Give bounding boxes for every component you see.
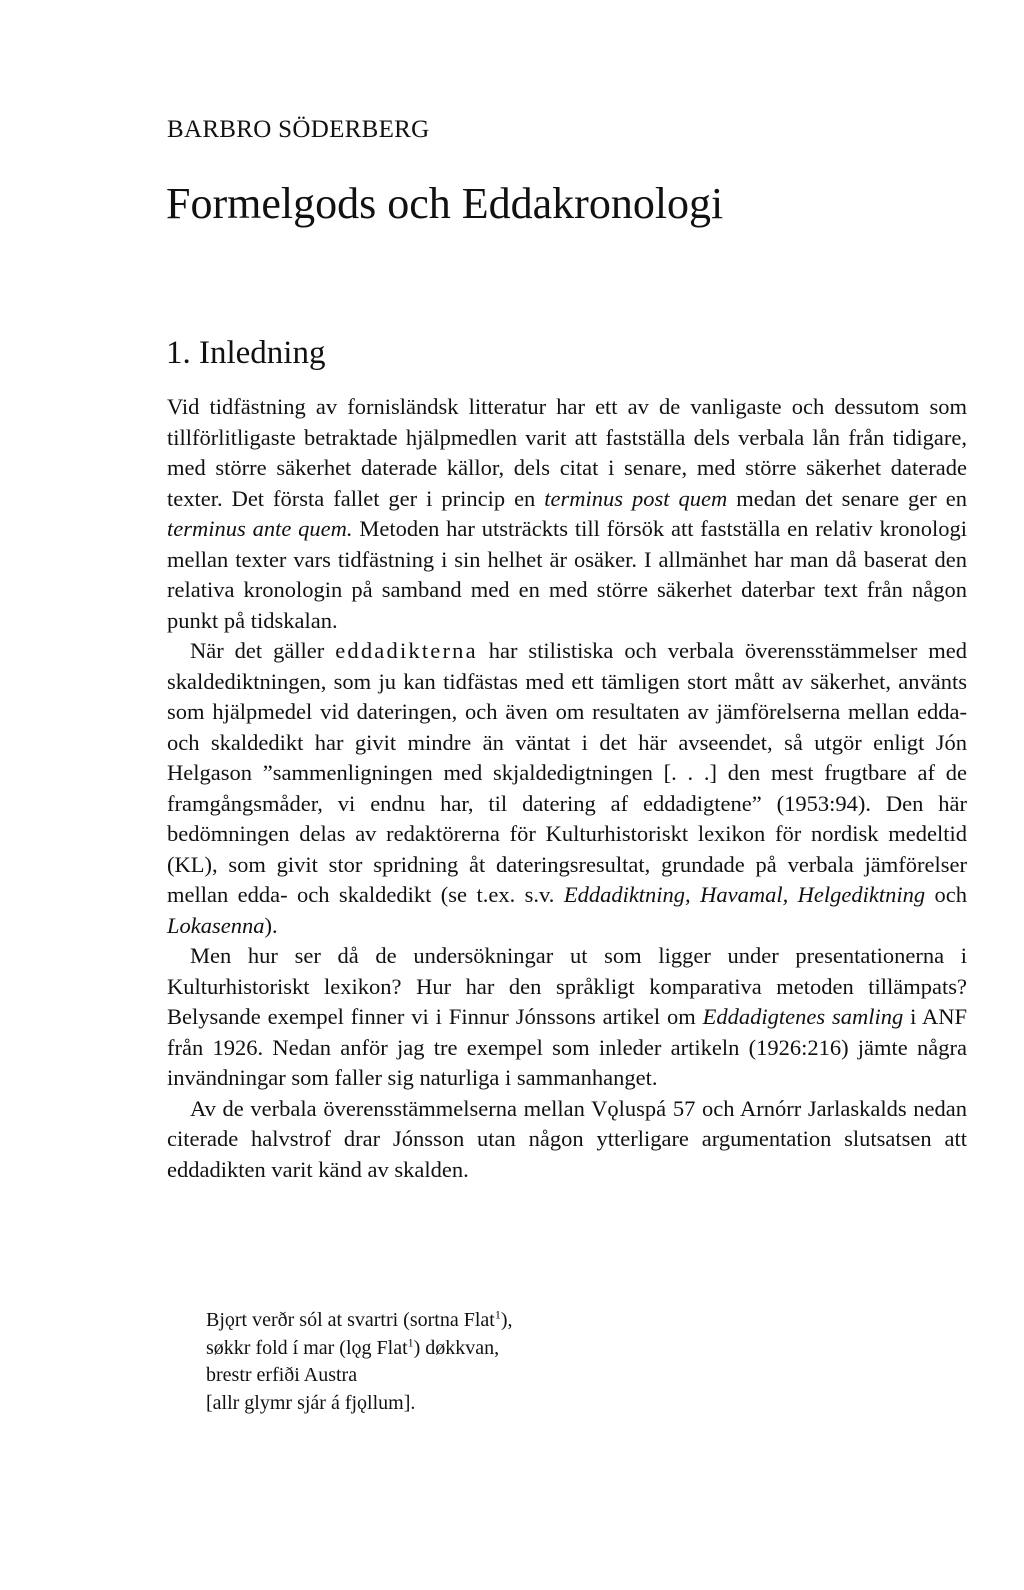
paragraph-3: [167, 941, 967, 1094]
author-name: BARBRO SÖDERBERG: [167, 116, 430, 143]
paragraph-1: [167, 392, 967, 636]
verse-line-1: Bjǫrt verðr sól at svartri (sortna Flat$^1$),: [206, 1307, 513, 1331]
p3-text-1: Men hur ser då de undersökningar ut som ligger under presentationerna i Kulturhistoriskt lexikon? Hur har den språkligt komparativa metoden tillämpats? Belysande exempel finner vi i Finnur Jónssons artikel om: [167, 943, 967, 1029]
p2-text-4: ).: [264, 912, 278, 938]
p2-italic-1: Eddadiktning, Havamal, Helgediktning: [563, 882, 926, 907]
p2-text-2: har stilistiska och verbala överensstämmelser med skaldediktningen, som ju kan tidfästas med ett tämligen stort mått av säkerhet, använts som hjälpmedel vid dateringen, och även om resultaten av jämförelserna mellan edda- och skaldedikt har givit mindre än väntat i det här avseendet, så utgör enligt Jón Helgason ”sammenligningen med skjaldedigtningen [. . .] den mest frugtbare af de framgångsmåder, vi endnu har, til datering af eddadigtene” (1953:94). Den här bedömningen delas av redaktörerna för Kulturhistoriskt lexikon för nordisk medeltid (KL), som givit stor spridning åt dateringsresultat, grundade på verbala jämförelser mellan edda- och skaldedikt (se t.ex. s.v.: [167, 638, 967, 907]
verse-line-2: søkkr fold í mar (lǫg Flat$^1$) døkkvan,: [206, 1334, 500, 1359]
p1-italic-1: terminus post quem: [544, 485, 728, 511]
verse-line-4: [allr glymr sjár á fjǫllum].: [206, 1391, 416, 1414]
verse-line-3: brestr erfiði Austra: [206, 1364, 358, 1386]
verse-quotation: [206, 1307, 513, 1417]
p4-text-1: Av de verbala överensstämmelserna mellan Vǫluspá 57 och Arnórr Jarlaskalds nedan citerade halvstrof drar Jónsson utan någon ytterligare argumentation slutsatsen att eddadikten varit känd av skalden.: [167, 1095, 967, 1182]
article-title: Formelgods och Eddakronologi: [166, 179, 724, 228]
p2-spaced-term: eddadikterna: [335, 638, 478, 663]
section-number: 1.: [166, 335, 191, 371]
p2-text-3: och: [925, 882, 967, 907]
p3-italic-1: Eddadigtenes samling: [702, 1004, 904, 1029]
paragraph-4: [167, 1094, 967, 1186]
body-text: [167, 392, 967, 1185]
section-title: Inledning: [199, 335, 326, 371]
p2-italic-2: Lokasenna: [167, 912, 265, 938]
paragraph-2: [167, 636, 967, 941]
p1-text-1: Vid tidfästning av fornisländsk litteratur har ett av de vanligaste och dessutom som tillförlitligaste betraktade hjälpmedlen varit att fastställa dels verbala lån från tidigare, med större säkerhet daterade källor, dels citat i senare, med större säkerhet daterade texter. Det första fallet ger i princip en: [167, 394, 967, 511]
p2-text-1: När det gäller: [190, 638, 336, 663]
section-heading: [166, 335, 325, 372]
p1-text-2: medan det senare ger en: [727, 485, 967, 511]
p1-italic-2: terminus ante quem.: [167, 516, 353, 541]
p3-text-2: i ANF från 1926. Nedan anför jag tre exempel som inleder artikeln (1926:216) jämte några invändningar som faller sig naturliga i sammanhanget.: [167, 1004, 967, 1090]
p1-text-3: Metoden har utsträckts till försök att fastställa en relativ kronologi mellan texter vars tidfästning i sin helhet är osäker. I allmänhet har man då baserat den relativa kronologin på samband med en med större säkerhet daterbar text från någon punkt på tidskalan.: [167, 516, 967, 633]
